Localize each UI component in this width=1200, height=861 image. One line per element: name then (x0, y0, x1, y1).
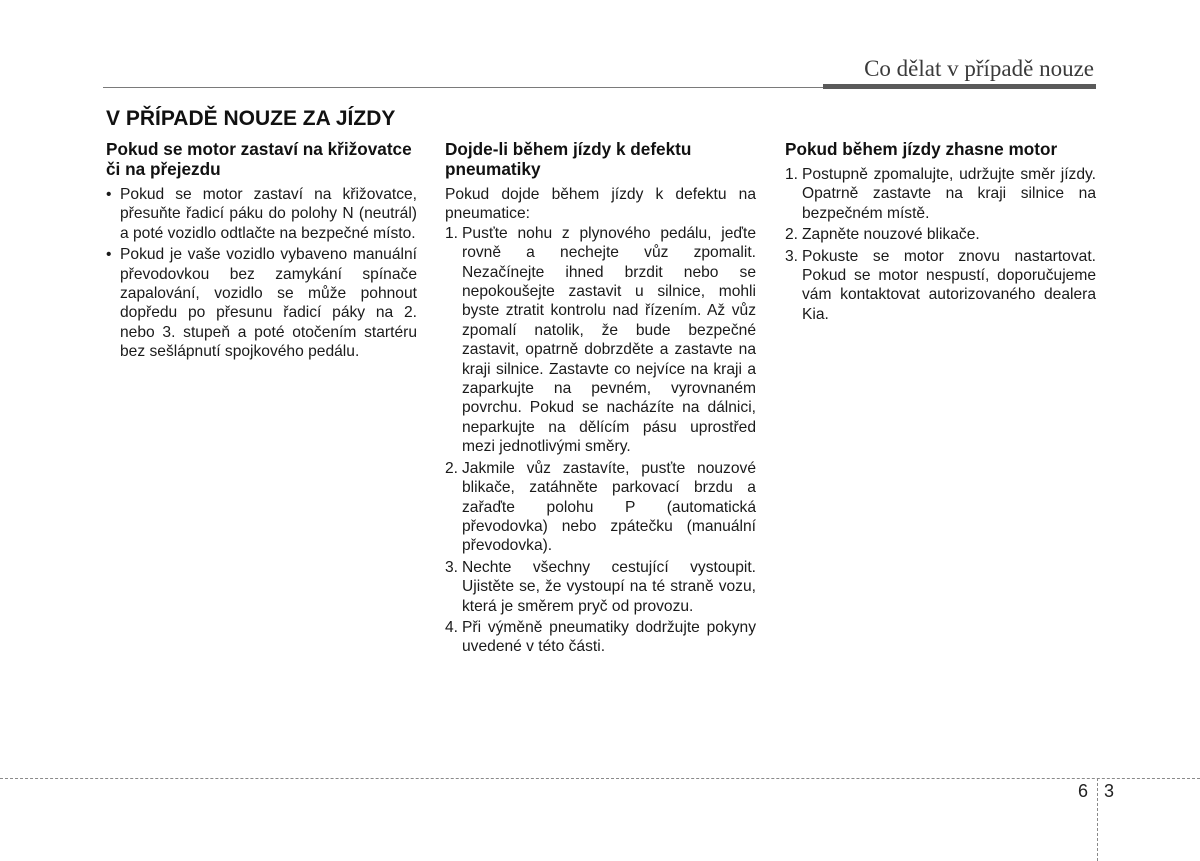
list-item-text: Postupně zpomalujte, udržujte směr jízdy. Opatrně zastavte na kraji silnice na bezpečném místě. (802, 166, 1096, 222)
step-number: 3. (445, 558, 459, 576)
list-item (106, 185, 417, 243)
column-heading: Pokud se motor zastaví na křižovatce či na přejezdu (106, 139, 412, 179)
page-number: 3 (1104, 781, 1115, 801)
chapter-number: 6 (1078, 781, 1089, 801)
list-item-text: Při výměně pneumatiky dodržujte pokyny uvedené v této části. (462, 618, 756, 656)
step-number: 2. (785, 226, 799, 244)
step-number: 2. (445, 459, 459, 477)
intro-paragraph: Pokud dojde během jízdy k defektu na pneumatice: (445, 186, 756, 223)
column-engine-stall-intersection (106, 139, 417, 364)
section-title: V PŘÍPADĚ NOUZE ZA JÍZDY (106, 107, 396, 130)
column-engine-stall-driving (785, 139, 1096, 326)
step-number: 3. (785, 247, 799, 265)
list-item (445, 618, 756, 657)
numbered-list (785, 165, 1096, 324)
list-item (106, 245, 417, 361)
list-item-text: Jakmile vůz zastavíte, pusťte nouzové blikače, zatáhněte parkovací brzdu a zařaďte polohu P (automatická převodovka) nebo zpátečku (manuální převodovka). (462, 459, 756, 555)
bullet-list (106, 185, 417, 362)
bullet-marker: • (106, 246, 112, 264)
step-number: 1. (785, 166, 799, 183)
list-item (785, 165, 1096, 223)
chapter-header-title: Co dělat v případě nouze (864, 56, 1094, 81)
footer-rule (0, 778, 1200, 779)
step-number: 4. (445, 618, 459, 636)
header-rule (103, 87, 823, 88)
list-item-text: Pokuste se motor znovu nastartovat. Pokud se motor nespustí, doporučujeme vám kontaktovat autorizovaného dealera Kia. (802, 247, 1096, 323)
column-flat-tire (445, 139, 756, 659)
header-rule-accent (823, 84, 1096, 89)
list-item-text: Pokud je vaše vozidlo vybaveno manuální převodovkou bez zamykání spínače zapalování, vozidlo se může pohnout dopředu po přesunu řadicí páky na 2. nebo 3. stupeň a poté otočením startéru bez sešlápnutí spojkového pedálu. (120, 246, 417, 361)
list-item-text: Zapněte nouzové blikače. (802, 226, 980, 244)
list-item-text: Pusťte nohu z plynového pedálu, jeďte rovně a nechejte vůz zpomalit. Nezačínejte ihned brzdit nebo se nepokoušejte zastavit u silnice, mohli byste ztratit kontrolu nad řízením. Až vůz zpomalí natolik, že bude bezpečné zastavit, opatrně dobrzděte a zastavte na kraji silnice. Zastavte co nejvíce na kraji a zaparkujte na pevném, vyrovnaném povrchu. Pokud se nacházíte na dálnici, neparkujte na dělícím pásu uprostřed mezi jednotlivými směry. (462, 224, 756, 456)
bullet-marker: • (106, 186, 112, 203)
list-item-text: Nechte všechny cestující vystoupit. Ujistěte se, že vystoupí na té straně vozu, která je směrem pryč od provozu. (462, 558, 756, 615)
list-item (785, 225, 1096, 244)
column-heading: Dojde-li během jízdy k defektu pneumatiky (445, 139, 692, 179)
list-item-text: Pokud se motor zastaví na křižovatce, přesuňte řadicí páku do polohy N (neutrál) a poté vozidlo odtlačte na bezpečné místo. (120, 186, 417, 242)
footer-divider (1097, 778, 1098, 861)
step-number: 1. (445, 224, 459, 242)
column-heading: Pokud během jízdy zhasne motor (785, 139, 1058, 159)
list-item (785, 247, 1096, 325)
numbered-list (445, 224, 756, 657)
list-item (445, 459, 756, 556)
list-item (445, 558, 756, 616)
list-item (445, 224, 756, 457)
